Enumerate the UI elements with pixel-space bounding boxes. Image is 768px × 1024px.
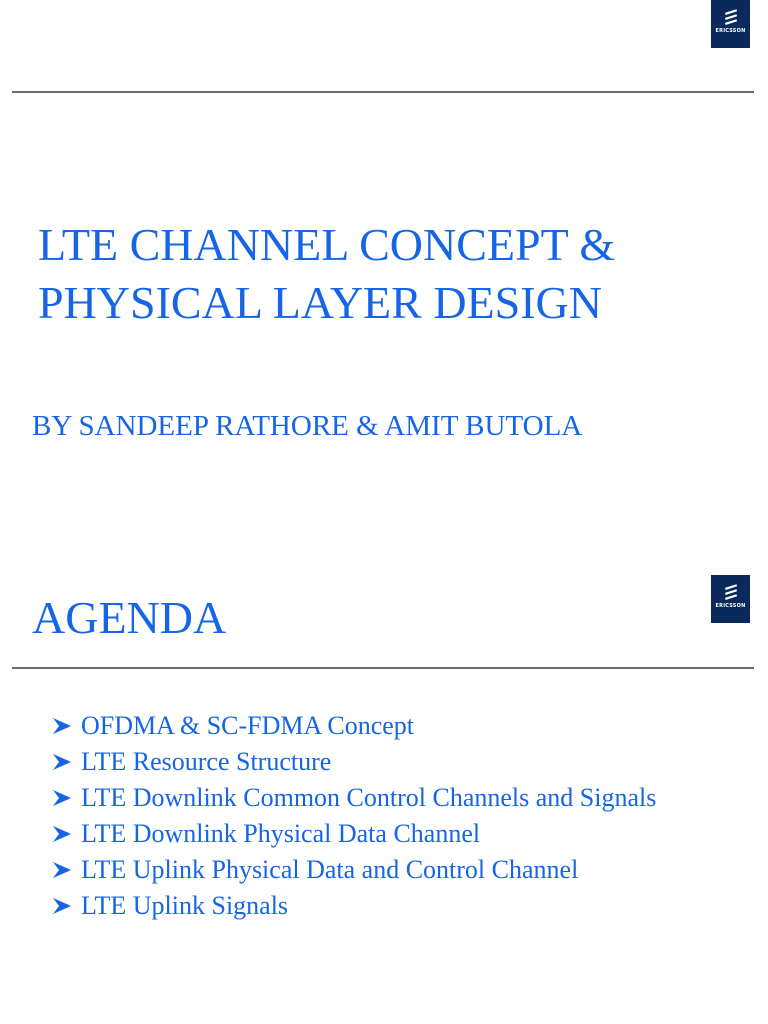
ericsson-logo-icon — [723, 9, 739, 25]
title-line-1: LTE CHANNEL CONCEPT & — [38, 219, 616, 270]
title-line-2: PHYSICAL LAYER DESIGN — [38, 277, 602, 328]
header-divider — [12, 91, 754, 93]
arrow-right-icon — [52, 888, 81, 924]
agenda-heading: AGENDA — [32, 592, 227, 643]
ericsson-logo — [711, 575, 750, 623]
agenda-item-text: LTE Downlink Common Control Channels and Signals — [81, 783, 657, 812]
list-item — [52, 780, 732, 816]
ericsson-logo-icon — [723, 584, 739, 600]
ericsson-logo — [711, 0, 750, 48]
arrow-right-icon — [52, 708, 81, 744]
agenda-slide — [0, 575, 768, 1024]
list-item — [52, 816, 732, 852]
presentation-title — [38, 216, 615, 332]
agenda-item-text: LTE Uplink Signals — [81, 891, 289, 920]
agenda-item-text: LTE Resource Structure — [81, 747, 332, 776]
header-divider — [12, 667, 754, 669]
agenda-item-text: LTE Uplink Physical Data and Control Channel — [81, 855, 579, 884]
list-item — [52, 888, 732, 924]
agenda-item-text: OFDMA & SC-FDMA Concept — [81, 711, 414, 740]
list-item — [52, 744, 732, 780]
agenda-item-text: LTE Downlink Physical Data Channel — [81, 819, 481, 848]
arrow-right-icon — [52, 744, 81, 780]
logo-wordmark: ERICSSON — [715, 28, 746, 34]
list-item — [52, 852, 732, 888]
agenda-list — [52, 708, 732, 924]
arrow-right-icon — [52, 780, 81, 816]
arrow-right-icon — [52, 852, 81, 888]
author-byline: BY SANDEEP RATHORE & AMIT BUTOLA — [32, 410, 583, 442]
logo-wordmark: ERICSSON — [715, 603, 746, 609]
list-item — [52, 708, 732, 744]
arrow-right-icon — [52, 816, 81, 852]
